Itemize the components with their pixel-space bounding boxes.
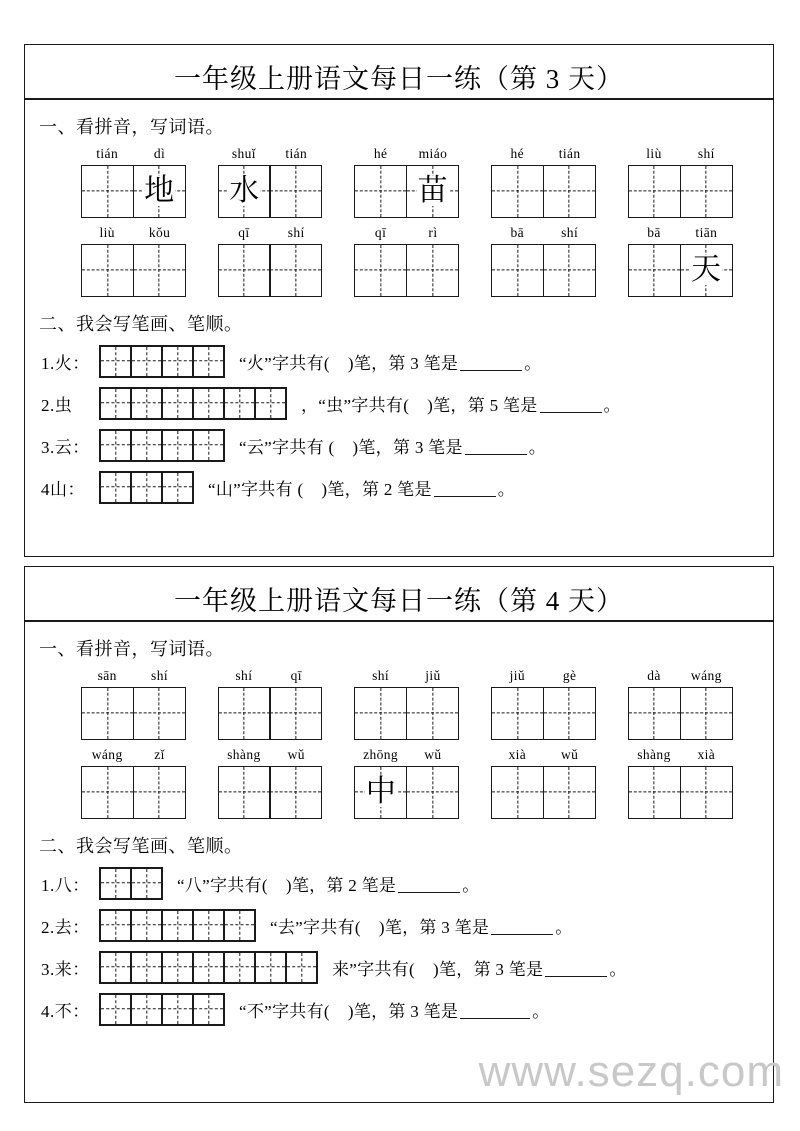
- stroke-box[interactable]: [223, 951, 256, 984]
- answer-blank[interactable]: [398, 892, 460, 893]
- tianzige-cell[interactable]: [81, 244, 134, 297]
- pinyin-syllable: dì: [153, 145, 166, 161]
- tianzige-row: [81, 165, 186, 218]
- word-group: [491, 667, 596, 740]
- stroke-box[interactable]: [99, 429, 132, 462]
- stroke-item-character: 山: [50, 479, 68, 499]
- title-divider: [25, 620, 773, 622]
- question-text-after: )笔，第 3 笔是: [347, 1001, 459, 1021]
- stroke-exercise-item: [41, 429, 773, 462]
- tianzige-cell[interactable]: [218, 687, 271, 740]
- stroke-item-number: 3.: [41, 437, 55, 457]
- pinyin-syllable: shí: [287, 224, 305, 240]
- tianzige-row: [81, 244, 186, 297]
- grid-character: 水: [229, 173, 260, 208]
- stroke-item-character: 八: [54, 875, 73, 895]
- pinyin-syllable: jiǔ: [509, 667, 526, 683]
- answer-blank[interactable]: [545, 976, 607, 977]
- pinyin-syllable: sān: [97, 667, 117, 683]
- stroke-item-number: 1.: [41, 875, 55, 895]
- stroke-question-text: [208, 475, 515, 500]
- title-divider: [25, 98, 773, 100]
- stroke-practice-boxes[interactable]: [99, 387, 287, 420]
- pinyin-syllable: wǔ: [424, 746, 442, 762]
- tianzige-row: [354, 766, 459, 819]
- stroke-box[interactable]: [161, 471, 194, 504]
- pinyin-syllable: shí: [697, 145, 715, 161]
- tianzige-cell[interactable]: [543, 244, 596, 297]
- pinyin-line: [218, 746, 323, 763]
- stroke-item-label: [41, 955, 99, 980]
- pinyin-syllable: bā: [647, 224, 661, 240]
- word-group: [491, 145, 596, 218]
- pinyin-syllable: qī: [290, 667, 302, 683]
- stroke-box[interactable]: [130, 387, 163, 420]
- section-heading-strokes: 二、我会写笔画、笔顺。: [39, 313, 243, 334]
- pinyin-syllable: qī: [238, 224, 250, 240]
- stroke-item-label: [41, 349, 99, 374]
- stroke-exercise-item: [41, 867, 773, 900]
- stroke-exercise-item: [41, 909, 773, 942]
- tianzige-row: [628, 244, 733, 297]
- pinyin-word-row: [25, 746, 773, 819]
- word-group: [628, 667, 733, 740]
- grid-character: 中: [365, 774, 396, 809]
- pinyin-line: [628, 145, 733, 162]
- stroke-box[interactable]: [223, 387, 256, 420]
- tianzige-row: [218, 244, 323, 297]
- word-group: [218, 145, 323, 218]
- section-heading-strokes: 二、我会写笔画、笔顺。: [39, 835, 243, 856]
- question-text-before: “云”字共有 (: [239, 437, 335, 457]
- stroke-box[interactable]: [285, 951, 318, 984]
- question-text-tail: 。: [524, 353, 542, 373]
- stroke-box[interactable]: [130, 345, 163, 378]
- stroke-item-number: 2.: [41, 917, 55, 937]
- tianzige-cell[interactable]: [680, 766, 733, 819]
- stroke-item-character: 云: [54, 437, 73, 457]
- stroke-practice-boxes[interactable]: [99, 951, 318, 984]
- grid-character: 天: [691, 252, 722, 287]
- worksheet-day-4: [24, 566, 774, 1103]
- pinyin-syllable: dà: [647, 667, 661, 683]
- stroke-question-text: [239, 997, 550, 1022]
- pinyin-syllable: rì: [428, 224, 438, 240]
- stroke-box[interactable]: [130, 867, 163, 900]
- question-text-before: “八”字共有(: [177, 875, 268, 895]
- pinyin-line: [491, 667, 596, 684]
- tianzige-row: [218, 766, 323, 819]
- word-group: [628, 224, 733, 297]
- stroke-box[interactable]: [130, 909, 163, 942]
- stroke-box[interactable]: [130, 429, 163, 462]
- stroke-practice-boxes[interactable]: [99, 993, 225, 1026]
- pinyin-syllable: shàng: [637, 746, 671, 762]
- stroke-exercise-item: [41, 471, 773, 504]
- pinyin-line: [491, 224, 596, 241]
- tianzige-row: [354, 687, 459, 740]
- stroke-exercise-item: [41, 993, 773, 1026]
- question-text-after: )笔，第 3 笔是: [378, 917, 490, 937]
- pinyin-syllable: tiān: [695, 224, 718, 240]
- question-text-tail: 。: [603, 395, 621, 415]
- stroke-question-text: [239, 349, 542, 374]
- stroke-item-character: 火: [54, 353, 73, 373]
- pinyin-line: [81, 667, 186, 684]
- stroke-box[interactable]: [161, 951, 194, 984]
- stroke-item-character: 去: [54, 917, 73, 937]
- tianzige-cell[interactable]: [269, 687, 322, 740]
- stroke-exercise-item: [41, 345, 773, 378]
- stroke-item-colon: ：: [72, 353, 90, 373]
- tianzige-row: [491, 766, 596, 819]
- section-heading-pinyin: 一、看拼音，写词语。: [39, 638, 224, 659]
- stroke-exercise-item: [41, 387, 773, 420]
- tianzige-row: [81, 687, 186, 740]
- pinyin-syllable: shuǐ: [231, 145, 256, 161]
- grid-character: 地: [144, 173, 175, 208]
- stroke-box[interactable]: [161, 429, 194, 462]
- pinyin-word-row: [25, 145, 773, 218]
- stroke-item-colon: ：: [72, 437, 90, 457]
- word-group: [628, 746, 733, 819]
- stroke-box[interactable]: [161, 993, 194, 1026]
- stroke-box[interactable]: [161, 387, 194, 420]
- pinyin-line: [628, 224, 733, 241]
- stroke-box[interactable]: [161, 345, 194, 378]
- question-text-after: )笔，第 3 笔是: [433, 959, 544, 979]
- question-text-after: )笔，第 3 笔是: [352, 437, 463, 457]
- pinyin-line: [354, 224, 459, 241]
- question-text-tail: 。: [609, 959, 627, 979]
- stroke-question-text: [270, 913, 573, 938]
- pinyin-syllable: hé: [510, 145, 525, 161]
- tianzige-cell[interactable]: [354, 687, 407, 740]
- pinyin-line: [628, 746, 733, 763]
- stroke-item-number: 3.: [41, 959, 55, 979]
- pinyin-syllable: jiǔ: [425, 667, 441, 683]
- stroke-item-number: 2.: [41, 395, 55, 415]
- tianzige-cell[interactable]: [491, 244, 544, 297]
- stroke-practice-boxes[interactable]: [99, 867, 163, 900]
- page-title: 一年级上册语文每日一练（第 4 天）: [174, 586, 624, 616]
- tianzige-cell[interactable]: [354, 165, 407, 218]
- stroke-box[interactable]: [130, 951, 163, 984]
- word-group: [354, 667, 459, 740]
- question-text-after: )笔，第 2 笔是: [321, 479, 432, 499]
- stroke-box[interactable]: [254, 387, 287, 420]
- pinyin-syllable: liù: [99, 224, 115, 240]
- tianzige-row: [354, 165, 459, 218]
- pinyin-line: [218, 224, 323, 241]
- question-text-tail: 。: [528, 437, 547, 457]
- tianzige-cell[interactable]: [680, 687, 733, 740]
- pinyin-syllable: shí: [561, 224, 579, 240]
- tianzige-cell[interactable]: [133, 766, 186, 819]
- pinyin-syllable: xià: [508, 746, 527, 762]
- tianzige-cell[interactable]: [628, 244, 681, 297]
- tianzige-cell[interactable]: [269, 766, 322, 819]
- question-text-tail: 。: [462, 875, 480, 895]
- stroke-box[interactable]: [99, 909, 132, 942]
- answer-blank[interactable]: [460, 1018, 530, 1019]
- tianzige-cell[interactable]: [628, 687, 681, 740]
- question-text-tail: 。: [497, 479, 516, 499]
- pinyin-line: [81, 224, 186, 241]
- question-text-before: “去”字共有(: [270, 917, 361, 937]
- stroke-item-label: [41, 391, 99, 416]
- question-text-before: ，“虫”字共有(: [301, 395, 410, 415]
- pinyin-line: [218, 145, 323, 162]
- stroke-box[interactable]: [192, 429, 225, 462]
- pinyin-line: [218, 667, 323, 684]
- question-text-before: “不”字共有(: [239, 1001, 330, 1021]
- tianzige-cell[interactable]: [491, 766, 544, 819]
- tianzige-cell[interactable]: [628, 766, 681, 819]
- stroke-box[interactable]: [99, 387, 132, 420]
- answer-blank[interactable]: [460, 370, 522, 371]
- pinyin-syllable: wǔ: [287, 746, 305, 762]
- answer-blank[interactable]: [491, 934, 553, 935]
- stroke-exercise-item: [41, 951, 773, 984]
- answer-blank[interactable]: [465, 454, 527, 455]
- stroke-item-label: [41, 913, 99, 938]
- question-text-after: )笔，第 5 笔是: [427, 395, 538, 415]
- stroke-box[interactable]: [130, 471, 163, 504]
- tianzige-row: [218, 687, 323, 740]
- stroke-box[interactable]: [254, 951, 287, 984]
- stroke-practice-boxes[interactable]: [99, 429, 225, 462]
- tianzige-row: [218, 165, 323, 218]
- tianzige-cell[interactable]: [354, 244, 407, 297]
- tianzige-cell[interactable]: [81, 766, 134, 819]
- stroke-question-text: [332, 955, 627, 980]
- word-group: [491, 224, 596, 297]
- answer-blank[interactable]: [540, 412, 602, 413]
- tianzige-cell[interactable]: [81, 687, 134, 740]
- stroke-item-label: [41, 997, 99, 1022]
- tianzige-cell[interactable]: [269, 165, 322, 218]
- pinyin-syllable: zǐ: [154, 746, 165, 762]
- tianzige-row: [81, 766, 186, 819]
- stroke-item-character: 虫: [54, 395, 73, 415]
- word-group: [491, 746, 596, 819]
- pinyin-word-row: [25, 224, 773, 297]
- tianzige-cell[interactable]: [628, 165, 681, 218]
- tianzige-cell[interactable]: [354, 766, 407, 819]
- stroke-box[interactable]: [192, 345, 225, 378]
- stroke-box[interactable]: [192, 909, 225, 942]
- pinyin-syllable: hé: [373, 145, 388, 161]
- tianzige-row: [628, 766, 733, 819]
- tianzige-cell[interactable]: [680, 165, 733, 218]
- pinyin-syllable: bā: [510, 224, 525, 240]
- stroke-practice-boxes[interactable]: [99, 909, 256, 942]
- tianzige-cell[interactable]: [269, 244, 322, 297]
- stroke-item-label: [41, 475, 99, 500]
- pinyin-syllable: wǔ: [560, 746, 579, 762]
- stroke-box[interactable]: [192, 387, 225, 420]
- word-group: [354, 224, 459, 297]
- pinyin-syllable: shí: [235, 667, 253, 683]
- pinyin-line: [81, 746, 186, 763]
- word-group: [218, 667, 323, 740]
- stroke-item-number: 4: [41, 479, 50, 499]
- stroke-item-character: 来: [54, 959, 73, 979]
- pinyin-syllable: shàng: [227, 746, 261, 762]
- stroke-question-text: [239, 433, 546, 458]
- question-text-before: 来”字共有(: [332, 959, 416, 979]
- pinyin-syllable: qī: [374, 224, 387, 240]
- pinyin-line: [354, 667, 459, 684]
- tianzige-cell[interactable]: [491, 165, 544, 218]
- tianzige-cell[interactable]: [406, 687, 459, 740]
- pinyin-line: [628, 667, 733, 684]
- tianzige-row: [491, 244, 596, 297]
- grid-character: 苗: [417, 173, 448, 208]
- stroke-box[interactable]: [161, 909, 194, 942]
- stroke-box[interactable]: [99, 951, 132, 984]
- watermark-text: www.sezq.com: [478, 1047, 784, 1096]
- pinyin-syllable: shí: [151, 667, 169, 683]
- stroke-item-label: [41, 433, 99, 458]
- stroke-box[interactable]: [130, 993, 163, 1026]
- stroke-item-number: 4.: [41, 1001, 55, 1021]
- tianzige-cell[interactable]: [133, 244, 186, 297]
- question-text-tail: 。: [555, 917, 573, 937]
- pinyin-word-row: [25, 667, 773, 740]
- pinyin-syllable: tián: [96, 145, 119, 161]
- tianzige-row: [628, 687, 733, 740]
- tianzige-cell[interactable]: [543, 687, 596, 740]
- pinyin-line: [491, 145, 596, 162]
- stroke-box[interactable]: [99, 867, 132, 900]
- tianzige-cell[interactable]: [133, 165, 186, 218]
- tianzige-cell[interactable]: [406, 244, 459, 297]
- pinyin-syllable: wáng: [91, 746, 123, 762]
- stroke-box[interactable]: [99, 993, 132, 1026]
- stroke-item-colon: ：: [67, 479, 85, 499]
- pinyin-syllable: wáng: [690, 667, 722, 683]
- word-group: [218, 224, 323, 297]
- stroke-box[interactable]: [223, 909, 256, 942]
- tianzige-cell[interactable]: [218, 244, 271, 297]
- stroke-item-colon: ：: [72, 959, 90, 979]
- word-group: [81, 145, 186, 218]
- pinyin-syllable: tián: [285, 145, 308, 161]
- question-text-before: “火”字共有(: [239, 353, 330, 373]
- tianzige-row: [491, 687, 596, 740]
- tianzige-cell[interactable]: [543, 165, 596, 218]
- tianzige-cell[interactable]: [133, 687, 186, 740]
- stroke-item-colon: ：: [72, 917, 90, 937]
- stroke-item-colon: ：: [72, 875, 90, 895]
- worksheet-day-3: [24, 44, 774, 557]
- pinyin-line: [354, 145, 459, 162]
- word-group: [81, 746, 186, 819]
- tianzige-cell[interactable]: [81, 165, 134, 218]
- word-group: [354, 145, 459, 218]
- stroke-question-text: [301, 391, 621, 416]
- pinyin-syllable: liù: [646, 145, 662, 161]
- pinyin-syllable: xià: [697, 746, 716, 762]
- pinyin-syllable: kǒu: [148, 224, 171, 240]
- tianzige-cell[interactable]: [680, 244, 733, 297]
- tianzige-cell[interactable]: [218, 165, 271, 218]
- word-group: [628, 145, 733, 218]
- question-text-after: )笔，第 3 笔是: [347, 353, 459, 373]
- stroke-item-label: [41, 871, 99, 896]
- answer-blank[interactable]: [434, 496, 496, 497]
- pinyin-line: [354, 746, 459, 763]
- tianzige-row: [354, 244, 459, 297]
- stroke-practice-boxes[interactable]: [99, 345, 225, 378]
- tianzige-row: [628, 165, 733, 218]
- pinyin-line: [491, 746, 596, 763]
- tianzige-cell[interactable]: [406, 766, 459, 819]
- stroke-box[interactable]: [99, 345, 132, 378]
- stroke-item-character: 不: [54, 1001, 73, 1021]
- stroke-item-colon: ：: [72, 1001, 90, 1021]
- page-title: 一年级上册语文每日一练（第 3 天）: [174, 64, 624, 94]
- stroke-item-number: 1.: [41, 353, 55, 373]
- word-group: [218, 746, 323, 819]
- stroke-box[interactable]: [192, 951, 225, 984]
- word-group: [81, 667, 186, 740]
- stroke-question-text: [177, 871, 480, 896]
- pinyin-syllable: miáo: [418, 145, 448, 161]
- stroke-box[interactable]: [99, 471, 132, 504]
- word-group: [81, 224, 186, 297]
- question-text-tail: 。: [532, 1001, 550, 1021]
- pinyin-syllable: shí: [372, 667, 390, 683]
- word-group: [354, 746, 459, 819]
- question-text-after: )笔，第 2 笔是: [285, 875, 397, 895]
- tianzige-cell[interactable]: [543, 766, 596, 819]
- pinyin-line: [81, 145, 186, 162]
- tianzige-cell[interactable]: [406, 165, 459, 218]
- stroke-practice-boxes[interactable]: [99, 471, 194, 504]
- tianzige-cell[interactable]: [218, 766, 271, 819]
- pinyin-syllable: gè: [562, 667, 577, 683]
- stroke-box[interactable]: [192, 993, 225, 1026]
- tianzige-cell[interactable]: [491, 687, 544, 740]
- question-text-before: “山”字共有 (: [208, 479, 304, 499]
- pinyin-syllable: zhōng: [363, 746, 399, 762]
- section-heading-pinyin: 一、看拼音，写词语。: [39, 116, 224, 137]
- tianzige-row: [491, 165, 596, 218]
- pinyin-syllable: tián: [558, 145, 581, 161]
